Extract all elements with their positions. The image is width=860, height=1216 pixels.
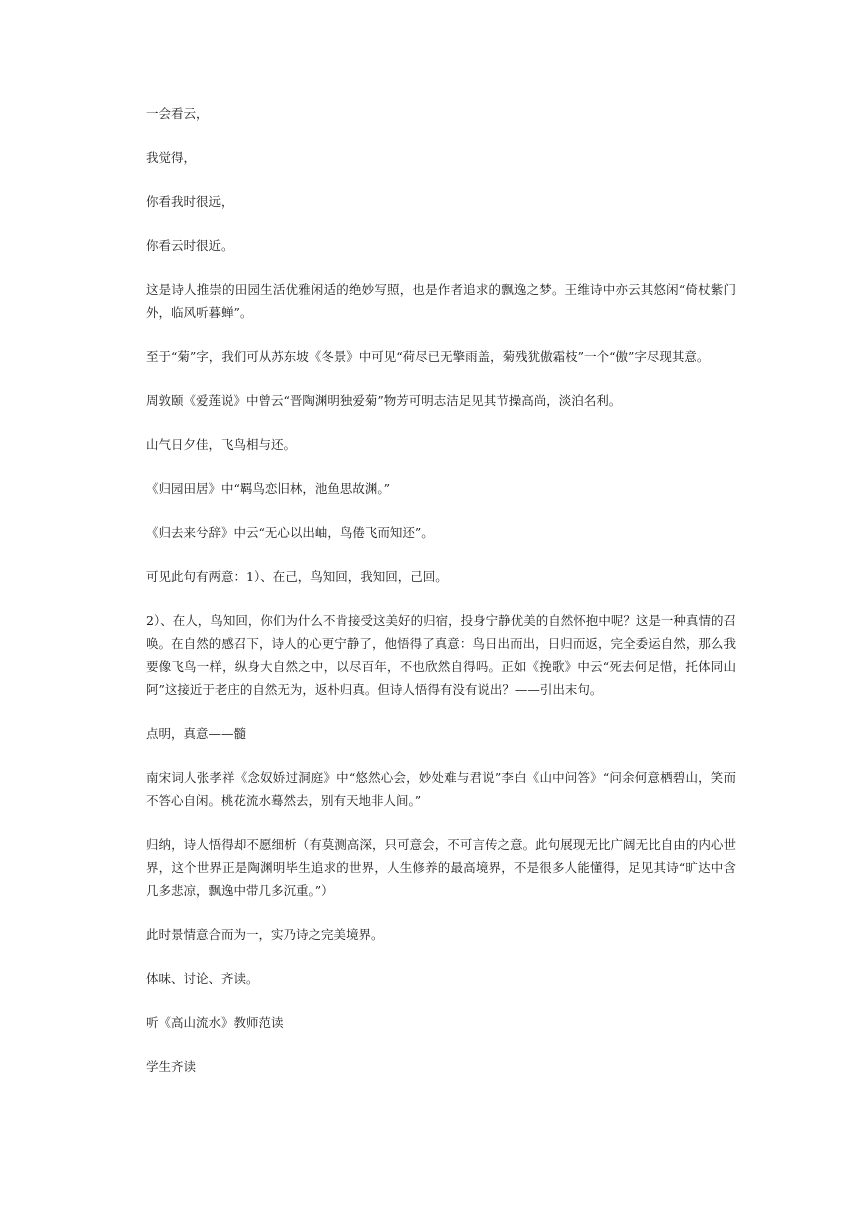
paragraph: 山气日夕佳，飞鸟相与还。	[146, 437, 297, 452]
paragraph: 此时景情意合而为一，实乃诗之完美境界。	[146, 927, 384, 942]
paragraph: 2）、在人，鸟知回，你们为什么不肯接受这美好的归宿，投身宁静优美的自然怀抱中呢？这是一种真情的召唤。在自然的感召下，诗人的心更宁静了，他悟得了真意：鸟日出而出，日归而返，完全委运自然，那么我要像飞鸟一样，纵身大自然之中，以尽百年，不也欣然自得吗。正如《挽歌》中云“死去何足惜，托体同山阿”这接近于老庄的自然无为，返朴归真。但诗人悟得有没有说出？——引出末句。	[146, 613, 736, 697]
paragraph: 你看我时很远，	[146, 194, 234, 209]
paragraph: 可见此句有两意：1）、在己，鸟知回，我知回，己回。	[146, 569, 448, 584]
paragraph: 点明，真意——髓	[146, 726, 247, 741]
paragraph: 学生齐读	[146, 1059, 197, 1074]
paragraph: 周敦颐《爱莲说》中曾云“晋陶渊明独爱菊”物芳可明志洁足见其节操高尚，淡泊名利。	[146, 393, 622, 408]
paragraph: 体味、讨论、齐读。	[146, 971, 259, 986]
paragraph: 《归园田居》中“羁鸟恋旧林，池鱼思故渊。”	[146, 481, 391, 496]
paragraph: 至于“菊”字，我们可从苏东坡《冬景》中可见“荷尽已无擎雨盖，菊残犹傲霜枝”一个“傲”字尽现其意。	[146, 349, 710, 364]
paragraph: 《归去来兮辞》中云“无心以出岫，鸟倦飞而知还”。	[146, 525, 434, 540]
paragraph: 你看云时很近。	[146, 238, 234, 253]
paragraph: 南宋词人张孝祥《念奴娇过洞庭》中“悠然心会，妙处难与君说”李白《山中问答》“问余何意栖碧山，笑而不答心自闲。桃花流水蓦然去，别有天地非人间。”	[146, 770, 736, 808]
paragraph: 听《高山流水》教师范读	[146, 1015, 284, 1030]
paragraph: 我觉得，	[146, 150, 197, 165]
paragraph: 归纳，诗人悟得却不愿细析（有莫测高深，只可意会，不可言传之意。此句展现无比广阔无比自由的内心世界，这个世界正是陶渊明毕生追求的世界，人生修养的最高境界，不是很多人能懂得，足见其诗“旷达中含几多悲凉，飘逸中带几多沉重。”）	[146, 837, 736, 898]
document-body	[146, 102, 736, 1099]
paragraph: 这是诗人推崇的田园生活优雅闲适的绝妙写照，也是作者追求的飘逸之梦。王维诗中亦云其悠闲“倚杖紫门外，临风听暮蝉”。	[146, 282, 736, 320]
paragraph: 一会看云，	[146, 106, 209, 121]
